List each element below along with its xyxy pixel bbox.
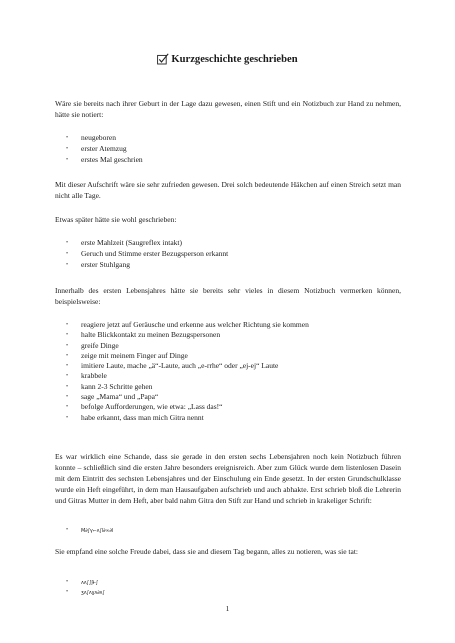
bullet-icon: • xyxy=(66,383,69,390)
bullet-icon: • xyxy=(66,322,69,328)
bullet-icon: • xyxy=(66,589,69,595)
bullet-icon: • xyxy=(66,240,69,246)
page-number: 1 xyxy=(225,604,230,613)
list-first-year xyxy=(66,320,309,423)
list-item: • krabbele xyxy=(66,371,107,381)
list-item: • erstes Mal geschrien xyxy=(66,154,143,164)
bullet-icon: • xyxy=(66,394,69,401)
list-item: • befolge Aufforderungen, wie etwa: „Lass das!“ xyxy=(66,402,223,412)
handwritten-scribble: ʌʌ∫∫ʃɨ-∫ xyxy=(81,580,99,586)
paragraph-school: Es war wirklich eine Schande, dass sie gerade in den ersten sechs Lebensjahren noch kein Notizbuch führen konnte – schließlich sind die ersten Jahre besonders ereignisreich. Aber zum Glück wurde dem listenlosen Dasein mit dem Eintritt des sechsten Lebensjahres und der Einschulung ein Ende gesetzt. In der ersten Grundschulklasse wurde ein Heft eingeführt, in dem man Hausaufgaben aufschrieb und auch abhakte. Erst schrieb bloß die Lehrerin und Gitras Mutter in dem Heft, aber bald nahm Gitra den Stift zur Hand und schrieb in krakeliger Schrift: xyxy=(55,452,401,505)
handwritten-scribble: ʒʌ∫ʌɣʌ∂ʌ∫ xyxy=(81,590,105,596)
list-item: • erster Stuhlgang xyxy=(66,259,130,269)
paragraph-checkmarks: Mit dieser Aufschrift wäre sie sehr zufrieden gewesen. Drei solch bedeutende Häkchen auf einen Streich setzt man nicht alle Tage. xyxy=(55,180,401,200)
bullet-icon: • xyxy=(66,373,69,380)
list-item: • neugeboren xyxy=(66,133,116,142)
checkbox-checked-icon xyxy=(157,53,169,65)
list-item: • reagiere jetzt auf Geräusche und erkenne aus welcher Richtung sie kommen xyxy=(66,320,309,329)
bullet-icon: • xyxy=(66,145,69,152)
bullet-icon: • xyxy=(66,414,69,421)
bullet-icon: • xyxy=(66,261,69,268)
bullet-icon: • xyxy=(66,135,69,141)
list-item: • erste Mahlzeit (Saugreflex intakt) xyxy=(66,238,183,247)
bullet-icon: • xyxy=(66,527,69,533)
bullet-icon: • xyxy=(66,332,69,339)
intro-paragraph: Wäre sie bereits nach ihrer Geburt in der Lage dazu gewesen, einen Stift und ein Notizbuch zur Hand zu nehmen, hätte sie notiert: xyxy=(55,99,401,119)
bullet-icon: • xyxy=(66,579,69,585)
list-item: • imitiere Laute, mache „ä“-Laute, auch „e-rrhe“ oder „ej-ej“ Laute xyxy=(66,361,279,371)
bullet-icon: • xyxy=(66,352,69,359)
handwritten-scribble: M∂∫γ⌐ʌ∫l∂∞∂l xyxy=(81,528,113,534)
list-first-days xyxy=(66,238,228,271)
bullet-icon: • xyxy=(66,250,69,257)
bullet-icon: • xyxy=(66,342,69,349)
list-item: • habe erkannt, dass man mich Gitra nennt xyxy=(66,412,204,422)
list-item: • Geruch und Stimme erster Bezugsperson erkannt xyxy=(66,248,229,258)
list-newborn xyxy=(66,133,143,166)
list-item: • halte Blickkontakt zu meinen Bezugspersonen xyxy=(66,330,221,340)
paragraph-first-year: Innerhalb des ersten Lebensjahres hätte sie bereits sehr vieles in diesem Notizbuch vermerken können, beispielsweise: xyxy=(55,286,401,306)
bullet-icon: • xyxy=(66,404,69,411)
list-item: • zeige mit meinem Finger auf Dinge xyxy=(66,350,188,360)
bullet-icon: • xyxy=(66,156,69,163)
list-item: • erster Atemzug xyxy=(66,143,127,153)
paragraph-joy: Sie empfand eine solche Freude dabei, dass sie and diesem Tag begann, alles zu notieren, was sie tat: xyxy=(55,547,358,556)
bullet-icon: • xyxy=(66,363,69,370)
list-item: • kann 2-3 Schritte gehen xyxy=(66,381,153,391)
page-title xyxy=(0,53,455,65)
paragraph-later: Etwas später hätte sie wohl geschrieben: xyxy=(55,215,177,224)
list-item: • sage „Mama“ und „Papa“ xyxy=(66,392,159,402)
list-item: • greife Dinge xyxy=(66,340,119,350)
title-text: Kurzgeschichte geschrieben xyxy=(171,54,298,65)
